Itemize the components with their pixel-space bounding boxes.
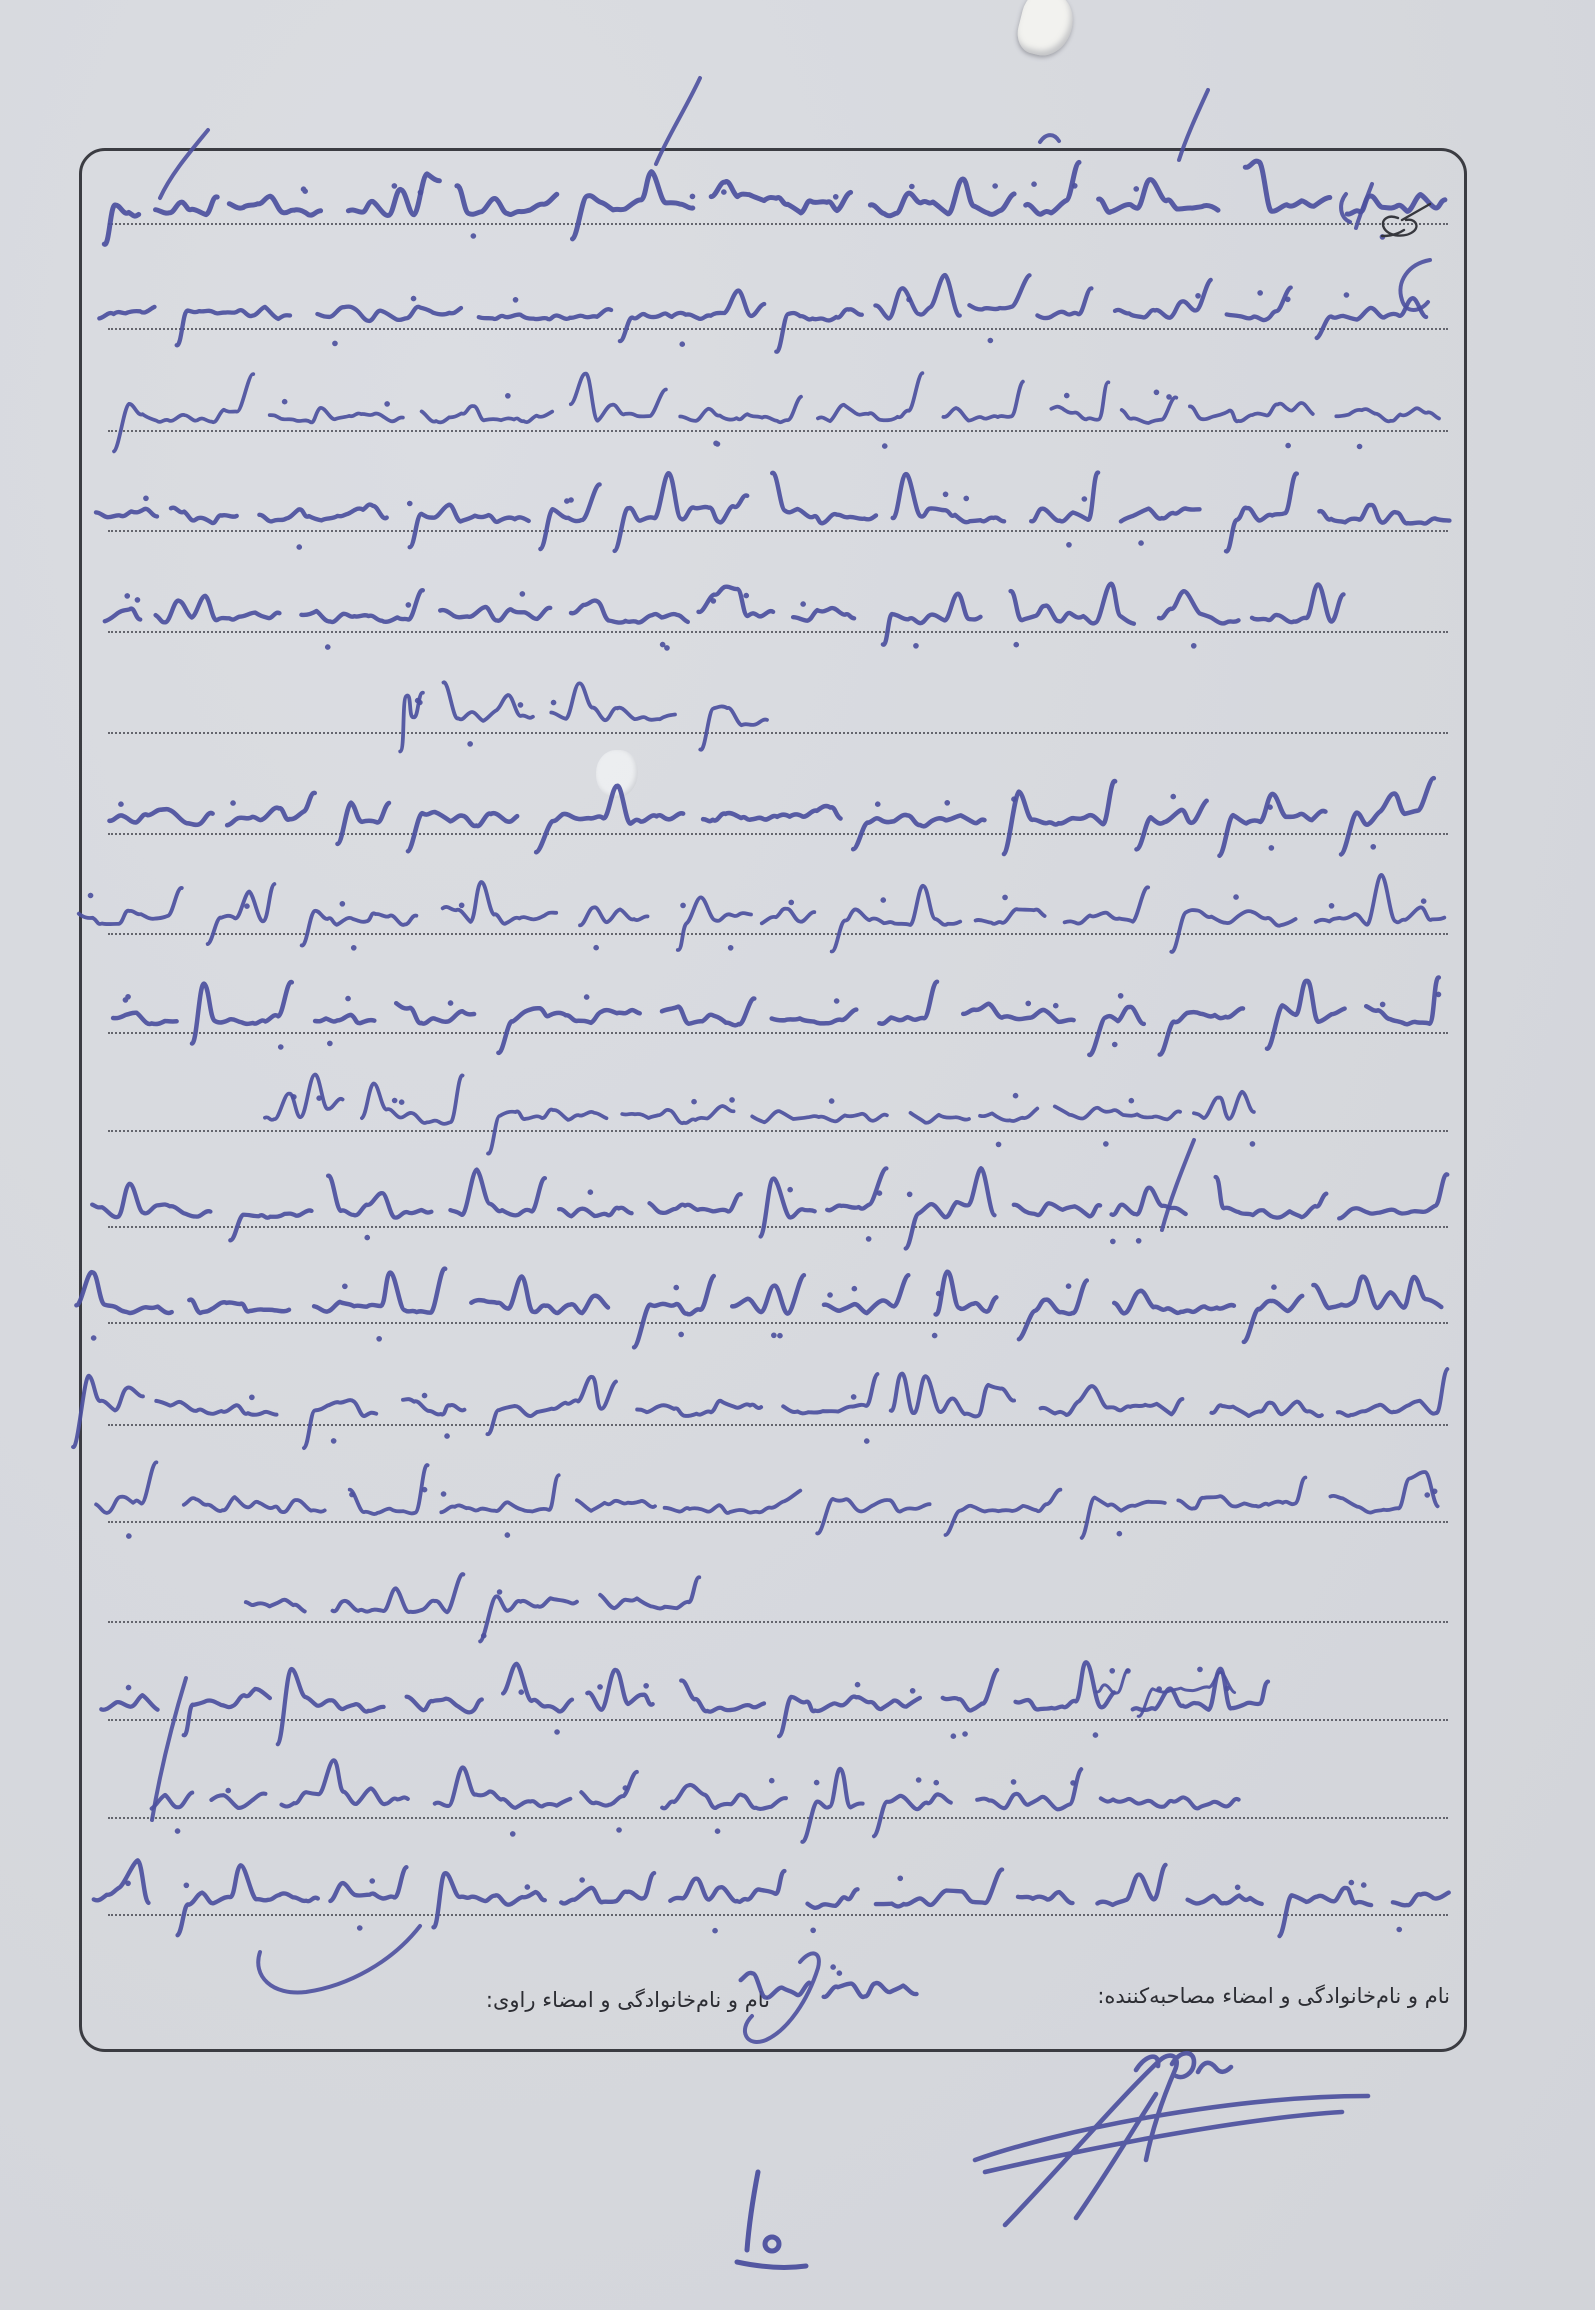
ruled-line bbox=[108, 1817, 1448, 1819]
ruled-line bbox=[108, 1424, 1448, 1426]
ruled-line bbox=[108, 933, 1448, 935]
ruled-line bbox=[108, 328, 1448, 330]
ruled-line bbox=[108, 223, 1448, 225]
ruled-line bbox=[108, 1226, 1448, 1228]
torn-paper-mark bbox=[1013, 0, 1079, 61]
ruled-line bbox=[108, 1130, 1448, 1132]
form-border-box bbox=[79, 148, 1467, 2052]
ruled-line bbox=[108, 1521, 1448, 1523]
ruled-line bbox=[108, 1719, 1448, 1721]
interviewer-signature-label: نام و نام‌خانوادگی و امضاء مصاحبه‌کننده: bbox=[1097, 1984, 1450, 2008]
ink-stroke bbox=[975, 2053, 1368, 2225]
narrator-signature-label: نام و نام‌خانوادگی و امضاء راوی: bbox=[485, 1988, 770, 2012]
ruled-line bbox=[108, 732, 1448, 734]
ruled-line bbox=[108, 833, 1448, 835]
narrator-signature bbox=[975, 2053, 1368, 2225]
ruled-line bbox=[108, 1621, 1448, 1623]
ruled-line bbox=[108, 430, 1448, 432]
ruled-line bbox=[108, 631, 1448, 633]
ink-stroke bbox=[737, 2172, 806, 2267]
page-number bbox=[737, 2172, 806, 2267]
ruled-line bbox=[108, 530, 1448, 532]
ruled-line bbox=[108, 1032, 1448, 1034]
ruled-line bbox=[108, 1914, 1448, 1916]
ruled-line bbox=[108, 1322, 1448, 1324]
ink-flourish bbox=[1040, 135, 1059, 142]
